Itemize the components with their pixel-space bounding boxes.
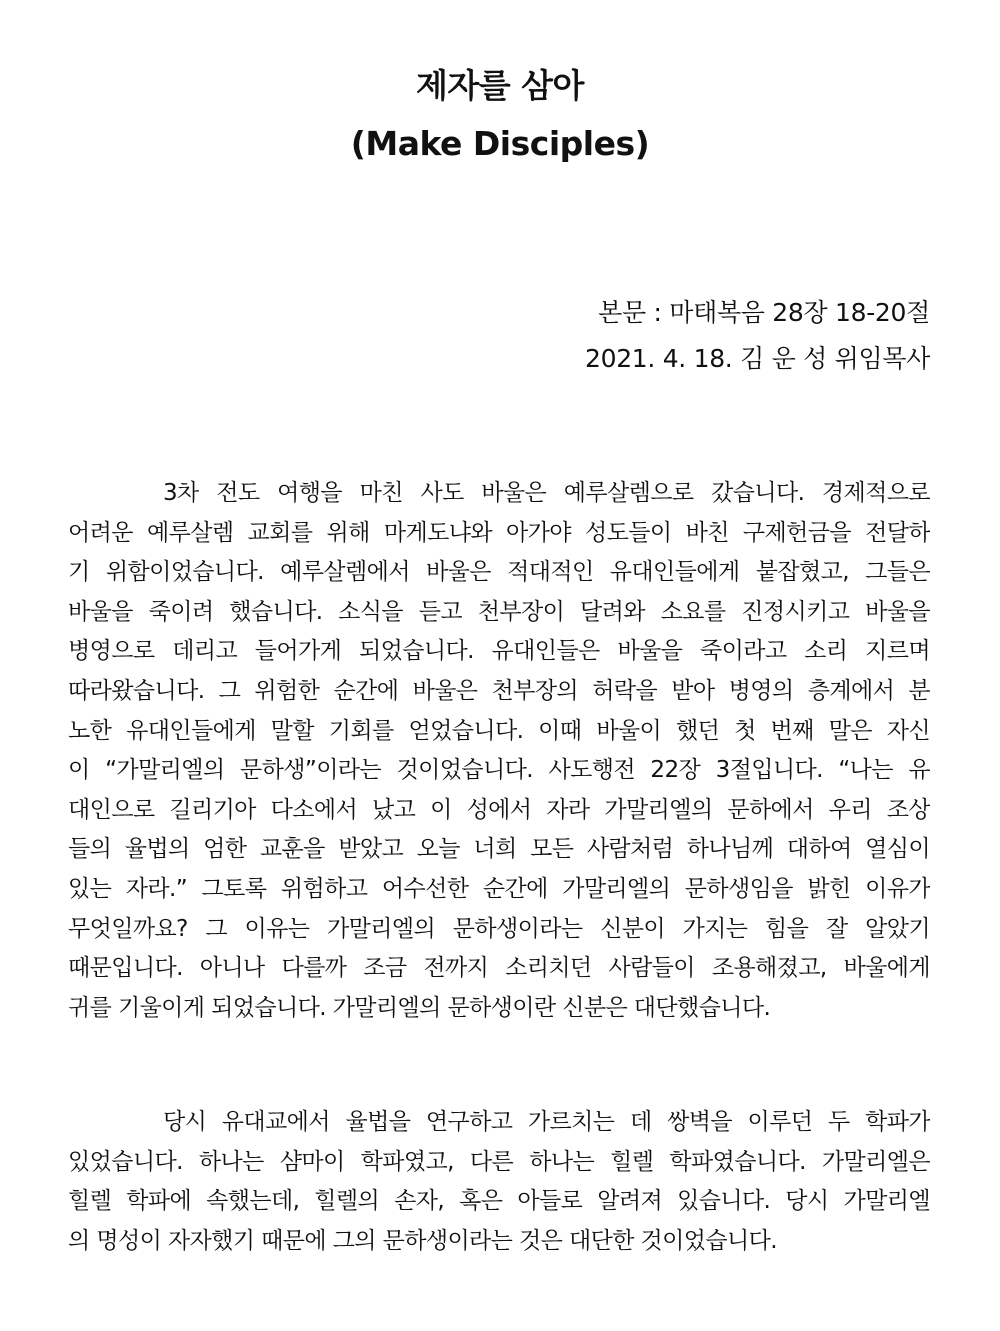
paragraph-line: 의 명성이 자자했기 때문에 그의 문하생이라는 것은 대단한 것이었습니다. [68,1227,777,1254]
paragraph-line: 어려운 예루살렘 교회를 위해 마게도냐와 아가야 성도들이 바친 구제헌금을 전달하 [68,519,930,546]
paragraph-line: 노한 유대인들에게 말할 기회를 얻었습니다. 이때 바울이 했던 첫 번째 말은 자신 [68,717,930,744]
document-subtitle: (Make Disciples) [350,124,650,163]
paragraph-line: 있는 자라.” 그토록 위험하고 어수선한 순간에 가말리엘의 문하생임을 밝힌 이유가 [68,875,930,902]
paragraph-line: 있었습니다. 하나는 샴마이 학파였고, 다른 하나는 힐렐 학파였습니다. 가말리엘은 [68,1148,930,1175]
paragraph-line: 이 “가말리엘의 문하생”이라는 것이었습니다. 사도행전 22장 3절입니다. “나는 유 [68,757,930,784]
paragraph-line: 무엇일까요? 그 이유는 가말리엘의 문하생이라는 신분이 가지는 힘을 잘 알았기 [68,915,930,942]
paragraph-line: 기 위함이었습니다. 예루살렘에서 바울은 적대적인 유대인들에게 붙잡혔고, 그들은 [68,559,930,586]
paragraph-line: 때문입니다. 아니나 다를까 조금 전까지 소리치던 사람들이 조용해졌고, 바울에게 [68,955,930,982]
paragraph-line: 힐렐 학파에 속했는데, 힐렐의 손자, 혹은 아들로 알려져 있습니다. 당시 가말리엘 [68,1188,930,1215]
paragraph-2 [68,1103,930,1261]
paragraph-line: 귀를 기울이게 되었습니다. 가말리엘의 문하생이란 신분은 대단했습니다. [68,994,771,1021]
paragraph-line: 들의 율법의 엄한 교훈을 받았고 오늘 너희 모든 사람처럼 하나님께 대하여 열심이 [68,836,930,863]
paragraph-line: 따라왔습니다. 그 위험한 순간에 바울은 천부장의 허락을 받아 병영의 층계에서 분 [68,677,930,704]
paragraph-line: 3차 전도 여행을 마친 사도 바울은 예루살렘으로 갔습니다. 경제적으로 [163,480,930,506]
paragraph-line: 바울을 죽이려 했습니다. 소식을 듣고 천부장이 달려와 소요를 진정시키고 바울을 [68,598,930,625]
date-and-author: 2021. 4. 18. 김 운 성 위임목사 [584,344,930,373]
paragraph-1 [68,474,930,1028]
document-title: 제자를 삼아 [416,66,584,105]
paragraph-line: 당시 유대교에서 율법을 연구하고 가르치는 데 쌍벽을 이루던 두 학파가 [163,1109,930,1135]
scripture-reference: 본문 : 마태복음 28장 18-20절 [598,298,930,327]
paragraph-line: 병영으로 데리고 들어가게 되었습니다. 유대인들은 바울을 죽이라고 소리 지르며 [68,638,930,665]
paragraph-line: 대인으로 길리기아 다소에서 났고 이 성에서 자라 가말리엘의 문하에서 우리 조상 [68,796,930,823]
